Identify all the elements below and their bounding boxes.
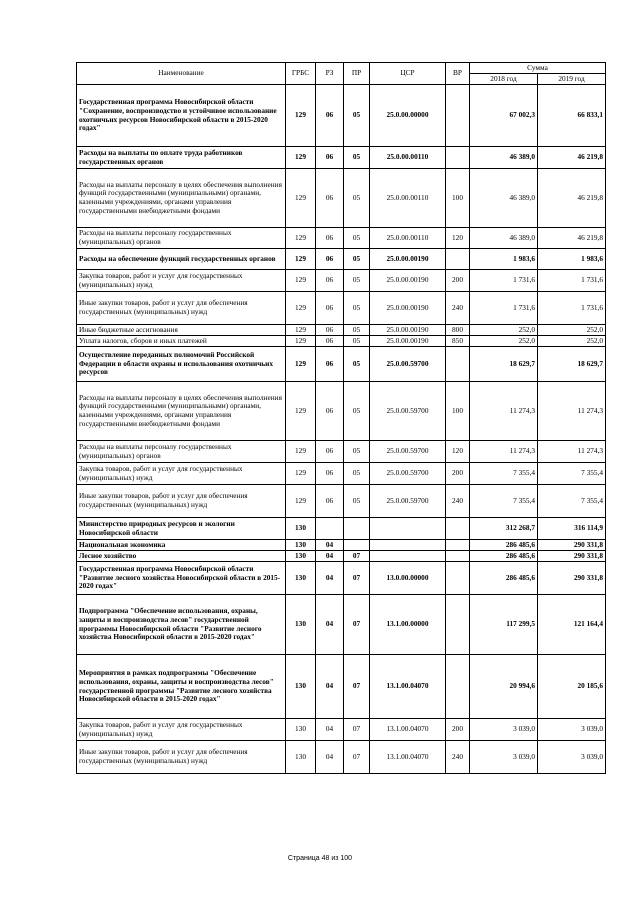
cell-csr: 25.0.00.00190 [370, 325, 446, 336]
cell-pr [344, 518, 370, 540]
cell-s2018: 11 274,3 [470, 441, 538, 463]
cell-s2018: 117 299,5 [470, 595, 538, 655]
cell-rz: 04 [316, 595, 344, 655]
cell-vr [446, 655, 470, 719]
table-row [77, 249, 606, 270]
cell-name: Расходы на выплаты по оплате труда работников государственных органов [77, 147, 286, 169]
cell-pr: 07 [344, 655, 370, 719]
cell-vr [446, 347, 470, 382]
cell-csr: 25.0.00.00190 [370, 336, 446, 347]
cell-pr: 05 [344, 249, 370, 270]
cell-rz: 06 [316, 270, 344, 292]
cell-grbs: 130 [286, 551, 316, 562]
cell-csr: 13.1.00.00000 [370, 595, 446, 655]
cell-s2019: 316 114,9 [538, 518, 606, 540]
cell-vr [446, 518, 470, 540]
cell-rz [316, 518, 344, 540]
table-row [77, 562, 606, 595]
cell-s2019: 290 331,8 [538, 540, 606, 551]
cell-csr: 25.0.00.00000 [370, 85, 446, 147]
header-grbs: ГРБС [286, 63, 316, 85]
cell-vr: 100 [446, 382, 470, 441]
cell-s2018: 1 731,6 [470, 292, 538, 325]
cell-csr: 25.0.00.00190 [370, 249, 446, 270]
cell-vr [446, 551, 470, 562]
cell-grbs: 129 [286, 270, 316, 292]
cell-pr: 05 [344, 325, 370, 336]
cell-name: Иные закупки товаров, работ и услуг для обеспечения государственных (муниципальных) нужд [77, 485, 286, 518]
cell-name: Национальная экономика [77, 540, 286, 551]
cell-s2019: 46 219,8 [538, 228, 606, 249]
cell-csr: 25.0.00.59700 [370, 347, 446, 382]
table-body [77, 85, 606, 774]
cell-rz: 06 [316, 485, 344, 518]
table-row [77, 336, 606, 347]
cell-name: Государственная программа Новосибирской области "Сохранение, воспроизводство и устойчивое использование охотничьих ресурсов Новосибирской области в 2015-2020 годах" [77, 85, 286, 147]
cell-s2018: 67 002,3 [470, 85, 538, 147]
cell-name: Мероприятия в рамках подпрограммы "Обеспечение использования, охраны, защиты и воспроизводства лесов" государственной программы "Развитие лесного хозяйства Новосибирской области в 2015-2020 годах" [77, 655, 286, 719]
header-vr: ВР [446, 63, 470, 85]
cell-s2019: 7 355,4 [538, 463, 606, 485]
cell-grbs: 130 [286, 518, 316, 540]
cell-pr: 05 [344, 382, 370, 441]
cell-csr [370, 551, 446, 562]
cell-rz: 04 [316, 540, 344, 551]
table-row [77, 551, 606, 562]
cell-s2019: 46 219,8 [538, 169, 606, 228]
cell-pr: 05 [344, 441, 370, 463]
cell-vr: 240 [446, 292, 470, 325]
cell-s2019: 3 039,0 [538, 741, 606, 774]
table-row [77, 463, 606, 485]
cell-s2019: 290 331,8 [538, 551, 606, 562]
cell-rz: 04 [316, 562, 344, 595]
cell-rz: 06 [316, 249, 344, 270]
table-row [77, 147, 606, 169]
cell-name: Подпрограмма "Обеспечение использования, охраны, защиты и воспроизводства лесов" государственной программы Новосибирской области "Развитие лесного хозяйства Новосибирской области в 2015-2020 годах" [77, 595, 286, 655]
cell-csr: 25.0.00.00110 [370, 228, 446, 249]
cell-s2019: 252,0 [538, 336, 606, 347]
cell-s2019: 3 039,0 [538, 719, 606, 741]
cell-vr [446, 147, 470, 169]
cell-pr: 05 [344, 85, 370, 147]
table-row [77, 169, 606, 228]
cell-csr: 13.1.00.04070 [370, 655, 446, 719]
cell-pr: 05 [344, 228, 370, 249]
cell-vr: 200 [446, 270, 470, 292]
table-row [77, 85, 606, 147]
header-pr: ПР [344, 63, 370, 85]
cell-rz: 06 [316, 325, 344, 336]
cell-rz: 06 [316, 347, 344, 382]
cell-pr: 07 [344, 562, 370, 595]
cell-name: Лесное хозяйство [77, 551, 286, 562]
cell-rz: 06 [316, 85, 344, 147]
table-row [77, 719, 606, 741]
cell-name: Закупка товаров, работ и услуг для государственных (муниципальных) нужд [77, 719, 286, 741]
budget-table [76, 62, 606, 774]
cell-s2018: 1 983,6 [470, 249, 538, 270]
cell-grbs: 129 [286, 147, 316, 169]
cell-rz: 04 [316, 741, 344, 774]
cell-pr [344, 540, 370, 551]
cell-s2018: 46 389,0 [470, 169, 538, 228]
cell-pr: 05 [344, 336, 370, 347]
cell-s2019: 11 274,3 [538, 441, 606, 463]
cell-s2018: 46 389,0 [470, 147, 538, 169]
cell-vr: 800 [446, 325, 470, 336]
cell-grbs: 130 [286, 719, 316, 741]
cell-s2018: 11 274,3 [470, 382, 538, 441]
cell-vr: 240 [446, 485, 470, 518]
cell-grbs: 129 [286, 347, 316, 382]
cell-s2018: 1 731,6 [470, 270, 538, 292]
cell-vr: 120 [446, 441, 470, 463]
cell-rz: 06 [316, 292, 344, 325]
cell-csr: 25.0.00.00190 [370, 292, 446, 325]
cell-grbs: 130 [286, 741, 316, 774]
cell-s2019: 1 731,6 [538, 292, 606, 325]
cell-name: Закупка товаров, работ и услуг для государственных (муниципальных) нужд [77, 270, 286, 292]
cell-csr: 13.1.00.04070 [370, 741, 446, 774]
cell-vr [446, 595, 470, 655]
cell-s2018: 46 389,0 [470, 228, 538, 249]
cell-vr: 200 [446, 463, 470, 485]
cell-grbs: 129 [286, 463, 316, 485]
table-row [77, 655, 606, 719]
table-row [77, 595, 606, 655]
cell-pr: 05 [344, 485, 370, 518]
cell-grbs: 130 [286, 540, 316, 551]
cell-name: Уплата налогов, сборов и иных платежей [77, 336, 286, 347]
table-row [77, 270, 606, 292]
table-row [77, 518, 606, 540]
cell-name: Осуществление переданных полномочий Российской Федерации в области охраны и использования охотничьих ресурсов [77, 347, 286, 382]
cell-s2019: 1 983,6 [538, 249, 606, 270]
header-rz: РЗ [316, 63, 344, 85]
header-2019: 2019 год [538, 74, 606, 85]
cell-s2019: 121 164,4 [538, 595, 606, 655]
cell-csr [370, 540, 446, 551]
cell-s2019: 11 274,3 [538, 382, 606, 441]
cell-grbs: 129 [286, 441, 316, 463]
cell-rz: 06 [316, 147, 344, 169]
cell-s2018: 286 485,6 [470, 551, 538, 562]
cell-name: Расходы на выплаты персоналу в целях обеспечения выполнения функций государственными (муниципальными) органами, казенными учреждениями, органами управления государственными внебюджетными фондами [77, 169, 286, 228]
cell-vr [446, 562, 470, 595]
cell-csr: 25.0.00.59700 [370, 441, 446, 463]
header-name: Наименование [77, 63, 286, 85]
cell-pr: 05 [344, 463, 370, 485]
cell-grbs: 129 [286, 249, 316, 270]
cell-rz: 04 [316, 719, 344, 741]
cell-name: Расходы на выплаты персоналу государственных (муниципальных) органов [77, 441, 286, 463]
cell-s2018: 3 039,0 [470, 741, 538, 774]
cell-s2018: 18 629,7 [470, 347, 538, 382]
cell-name: Государственная программа Новосибирской области "Развитие лесного хозяйства Новосибирской области в 2015-2020 годах" [77, 562, 286, 595]
header-2018: 2018 год [470, 74, 538, 85]
table-row [77, 540, 606, 551]
cell-name: Расходы на выплаты персоналу в целях обеспечения выполнения функций государственными (муниципальными) органами, казенными учреждениями, органами управления государственными внебюджетными фондами [77, 382, 286, 441]
cell-grbs: 129 [286, 336, 316, 347]
cell-vr: 200 [446, 719, 470, 741]
cell-pr: 05 [344, 347, 370, 382]
header-csr: ЦСР [370, 63, 446, 85]
cell-name: Расходы на выплаты персоналу государственных (муниципальных) органов [77, 228, 286, 249]
cell-grbs: 129 [286, 85, 316, 147]
cell-s2018: 312 268,7 [470, 518, 538, 540]
table-row [77, 441, 606, 463]
cell-rz: 06 [316, 169, 344, 228]
cell-s2019: 1 731,6 [538, 270, 606, 292]
cell-grbs: 130 [286, 655, 316, 719]
table-row [77, 741, 606, 774]
table-row [77, 382, 606, 441]
table-row [77, 347, 606, 382]
cell-csr: 13.0.00.00000 [370, 562, 446, 595]
cell-s2018: 7 355,4 [470, 485, 538, 518]
table-row [77, 228, 606, 249]
cell-grbs: 130 [286, 562, 316, 595]
cell-csr: 25.0.00.00110 [370, 147, 446, 169]
cell-csr: 25.0.00.59700 [370, 485, 446, 518]
cell-csr: 25.0.00.59700 [370, 382, 446, 441]
cell-pr: 07 [344, 595, 370, 655]
cell-grbs: 129 [286, 325, 316, 336]
cell-grbs: 129 [286, 382, 316, 441]
cell-csr: 25.0.00.59700 [370, 463, 446, 485]
cell-name: Иные бюджетные ассигнования [77, 325, 286, 336]
table-row [77, 485, 606, 518]
cell-s2019: 20 185,6 [538, 655, 606, 719]
cell-vr [446, 249, 470, 270]
cell-csr: 13.1.00.04070 [370, 719, 446, 741]
cell-name: Иные закупки товаров, работ и услуг для обеспечения государственных (муниципальных) нужд [77, 741, 286, 774]
page-footer: Страница 48 из 100 [287, 855, 353, 862]
cell-s2018: 252,0 [470, 336, 538, 347]
cell-name: Иные закупки товаров, работ и услуг для обеспечения государственных (муниципальных) нужд [77, 292, 286, 325]
cell-s2018: 252,0 [470, 325, 538, 336]
cell-pr: 07 [344, 719, 370, 741]
table-row [77, 325, 606, 336]
cell-s2018: 286 485,6 [470, 562, 538, 595]
cell-pr: 07 [344, 551, 370, 562]
cell-grbs: 129 [286, 292, 316, 325]
cell-s2019: 290 331,8 [538, 562, 606, 595]
cell-grbs: 129 [286, 485, 316, 518]
cell-s2019: 252,0 [538, 325, 606, 336]
cell-grbs: 129 [286, 228, 316, 249]
cell-csr [370, 518, 446, 540]
cell-csr: 25.0.00.00190 [370, 270, 446, 292]
cell-rz: 06 [316, 336, 344, 347]
cell-grbs: 129 [286, 169, 316, 228]
cell-vr [446, 85, 470, 147]
table-row [77, 292, 606, 325]
cell-rz: 06 [316, 463, 344, 485]
cell-rz: 06 [316, 441, 344, 463]
cell-pr: 05 [344, 292, 370, 325]
cell-s2018: 286 485,6 [470, 540, 538, 551]
cell-rz: 06 [316, 228, 344, 249]
cell-pr: 05 [344, 147, 370, 169]
cell-s2019: 46 219,8 [538, 147, 606, 169]
cell-name: Министерство природных ресурсов и экологии Новосибирской области [77, 518, 286, 540]
cell-s2019: 7 355,4 [538, 485, 606, 518]
cell-vr: 120 [446, 228, 470, 249]
cell-vr: 240 [446, 741, 470, 774]
cell-vr: 850 [446, 336, 470, 347]
cell-s2019: 66 833,1 [538, 85, 606, 147]
cell-pr: 07 [344, 741, 370, 774]
cell-vr: 100 [446, 169, 470, 228]
cell-rz: 04 [316, 655, 344, 719]
cell-rz: 06 [316, 382, 344, 441]
cell-s2018: 20 994,6 [470, 655, 538, 719]
cell-s2018: 3 039,0 [470, 719, 538, 741]
cell-pr: 05 [344, 169, 370, 228]
cell-s2018: 7 355,4 [470, 463, 538, 485]
cell-csr: 25.0.00.00110 [370, 169, 446, 228]
cell-name: Закупка товаров, работ и услуг для государственных (муниципальных) нужд [77, 463, 286, 485]
cell-vr [446, 540, 470, 551]
cell-pr: 05 [344, 270, 370, 292]
header-sum: Сумма [470, 63, 606, 74]
cell-rz: 04 [316, 551, 344, 562]
cell-name: Расходы на обеспечение функций государственных органов [77, 249, 286, 270]
cell-s2019: 18 629,7 [538, 347, 606, 382]
cell-grbs: 130 [286, 595, 316, 655]
